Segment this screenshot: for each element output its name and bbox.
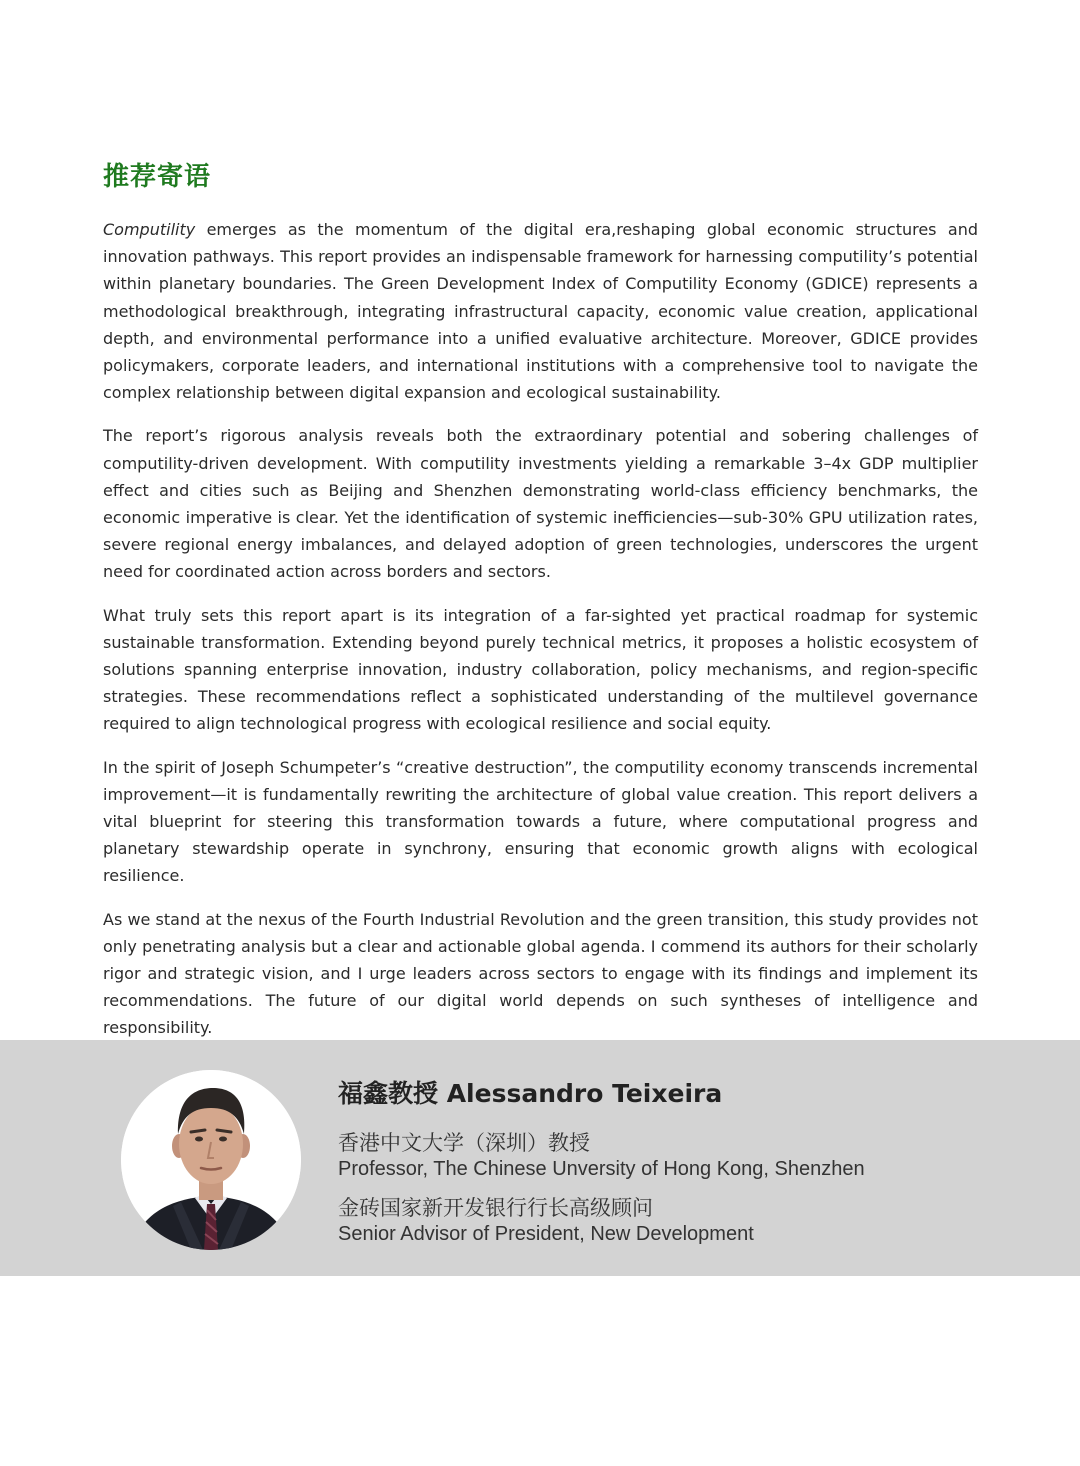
author-name: 福鑫教授 Alessandro Teixeira (338, 1079, 723, 1108)
paragraph-4: In the spirit of Joseph Schumpeter’s “creative destruction”, the computility economy transcends incremental improvement—it is fundamentally rewriting the architecture of global value creation. This report delivers a vital blueprint for steering this transformation towards a future, where computational progress and planetary stewardship operate in synchrony, ensuring that economic growth aligns with ecological resilience. (103, 757, 978, 886)
role-2-chinese: 金砖国家新开发银行行长高级顾问 (338, 1196, 653, 1220)
author-profile-band (0, 1040, 1080, 1276)
paragraph-1 (103, 216, 978, 406)
role-1-chinese: 香港中文大学（深圳）教授 (338, 1131, 590, 1155)
page-heading: 推荐寄语 (103, 162, 212, 192)
recommendation-text (103, 216, 978, 1058)
author-role-professor (338, 1130, 865, 1182)
paragraph-5: As we stand at the nexus of the Fourth Industrial Revolution and the green transition, this study provides not only penetrating analysis but a clear and actionable global agenda. I commend its authors for their scholarly rigor and strategic vision, and I urge leaders across sectors to engage with its findings and implement its recommendations. The future of our digital world depends on such syntheses of intelligence and responsibility. (103, 909, 978, 1038)
role-2-english: Senior Advisor of President, New Development (338, 1223, 754, 1245)
role-1-english: Professor, The Chinese Unversity of Hong Kong, Shenzhen (338, 1158, 865, 1180)
author-portrait (121, 1070, 301, 1250)
portrait-image (121, 1070, 301, 1250)
computility-term: Computility (103, 220, 196, 239)
paragraph-2: The report’s rigorous analysis reveals both the extraordinary potential and sobering challenges of computility-driven development. With computility investments yielding a remarkable 3–4x GDP multiplier effect and cities such as Beijing and Shenzhen demonstrating world-class efficiency benchmarks, the economic imperative is clear. Yet the identification of systemic inefficiencies—sub-30% GPU utilization rates, severe regional energy imbalances, and delayed adoption of green technologies, underscores the urgent need for coordinated action across borders and sectors. (103, 426, 978, 582)
paragraph-3: What truly sets this report apart is its integration of a far-sighted yet practical roadmap for systemic sustainable transformation. Extending beyond purely technical metrics, it proposes a holistic ecosystem of solutions spanning enterprise innovation, industry collaboration, policy mechanisms, and region-specific strategies. These recommendations reflect a sophisticated understanding of the multilevel governance required to align technological progress with ecological resilience and social equity. (103, 605, 978, 734)
author-role-advisor (338, 1195, 754, 1247)
paragraph-1-text: emerges as the momentum of the digital era,reshaping global economic structures and innovation pathways. This report provides an indispensable framework for harnessing computility’s potential within planetary boundaries. The Green Development Index of Computility Economy (GDICE) represents a methodological breakthrough, integrating infrastructural capacity, economic value creation, applicational depth, and environmental performance into a unified evaluative architecture. Moreover, GDICE provides policymakers, corporate leaders, and international institutions with a comprehensive tool to navigate the complex relationship between digital expansion and ecological sustainability. (103, 220, 978, 403)
